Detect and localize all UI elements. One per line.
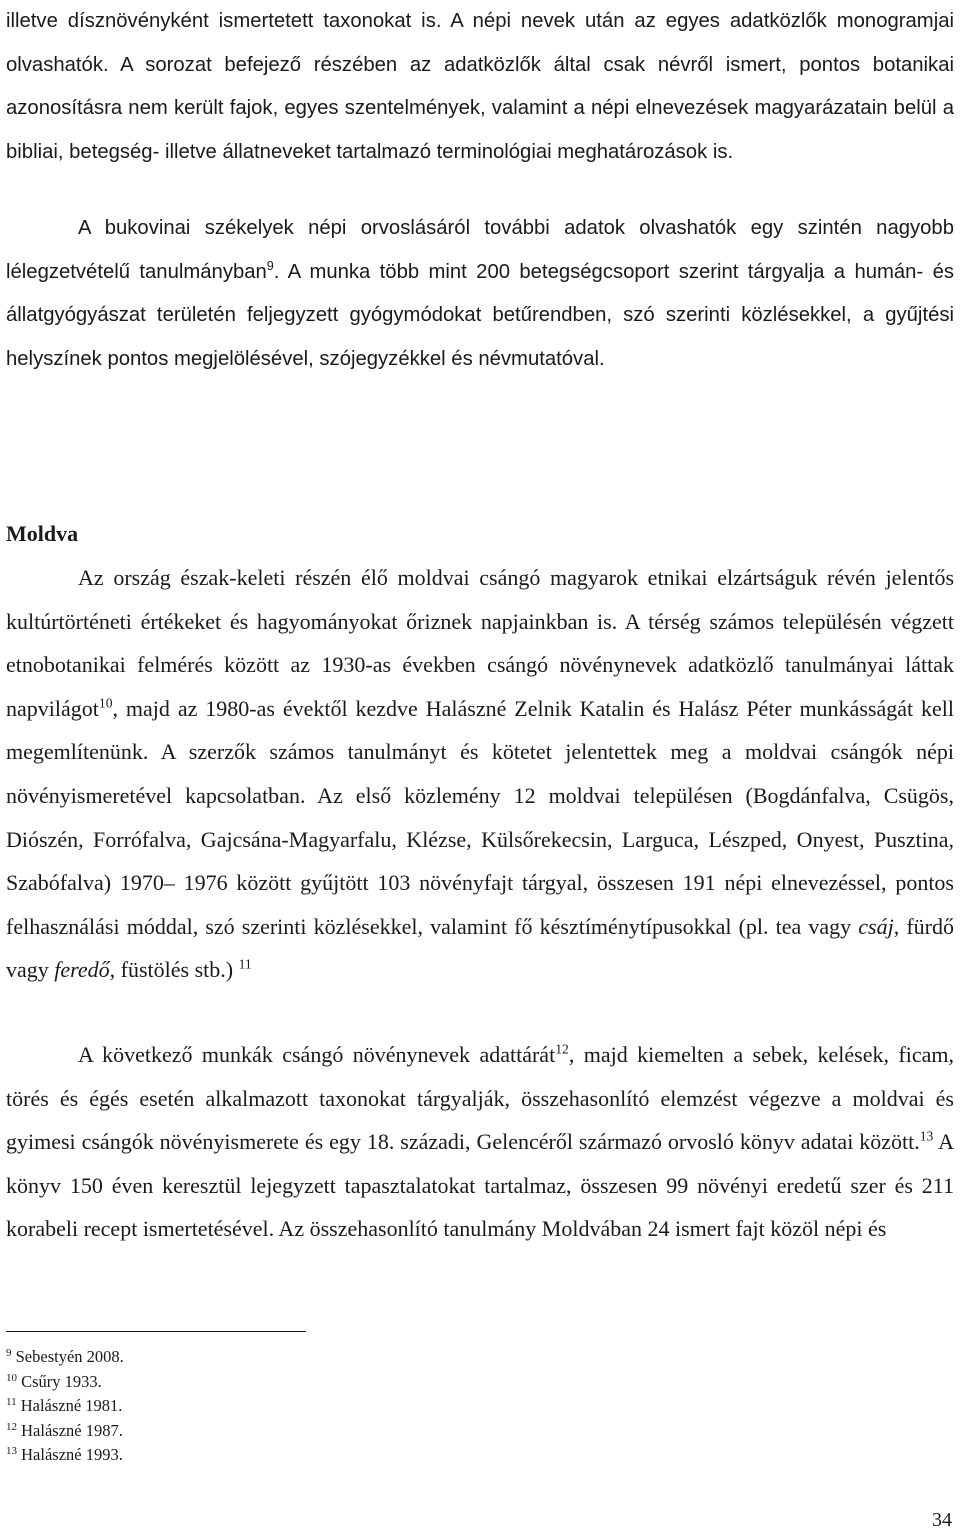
paragraph-4-text-a: A következő munkák csángó növénynevek adattárát bbox=[78, 1042, 556, 1067]
italic-term-csaj: csáj bbox=[858, 913, 894, 939]
section-heading-moldva: Moldva bbox=[6, 521, 79, 546]
footnote-ref-11[interactable]: 11 bbox=[238, 956, 252, 972]
footnote-10 bbox=[6, 1370, 124, 1395]
paragraph-3-text-d: , füstölés stb.) bbox=[109, 957, 234, 983]
paragraph-3-text-c: , fürdő vagy bbox=[6, 913, 954, 983]
footnotes-list bbox=[6, 1345, 124, 1468]
footnote-9 bbox=[6, 1345, 124, 1370]
paragraph-2 bbox=[6, 207, 954, 381]
footnote-separator bbox=[6, 1331, 306, 1332]
footnote-12 bbox=[6, 1419, 124, 1444]
footnote-number: 12 bbox=[6, 1420, 17, 1433]
footnote-13 bbox=[6, 1443, 124, 1468]
paragraph-4-text-b: , majd kiemelten a sebek, kelések, ficam, törés és égés esetén alkalmazott taxonokat tárgyalják, összehasonlító elemzést végezve a moldvai és gyimesi csángók növényismerete és egy 18. századi, Gelencéről származó orvosló könyv adatai között. bbox=[6, 1042, 954, 1155]
footnote-text: Halászné 1981. bbox=[20, 1396, 123, 1416]
paragraph-2-text-a: A bukovinai székelyek népi orvoslásáról további adatok olvashatók egy szintén nagyobb lélegzetvételű tanulmányban bbox=[6, 217, 954, 283]
footnote-ref-9[interactable]: 9 bbox=[266, 258, 274, 273]
paragraph-4-text-c: A könyv 150 éven keresztül lejegyzett tapasztalatokat tartalmaz, összesen 99 növényi eredetű szer és 211 korabeli recept ismertetésével. Az összehasonlító tanulmány Moldvában 24 ismert fajt közöl népi és bbox=[6, 1129, 954, 1242]
paragraph-3-text-b: , majd az 1980-as évektől kezdve Halászné Zelnik Katalin és Halász Péter munkásságát kell megemlítenünk. A szerzők számos tanulmányt és kötetet jelentettek meg a moldvai csángók népi növényismeretével kapcsolatban. Az első közlemény 12 moldvai településen (Bogdánfalva, Csügös, Diószén, Forrófalva, Gajcsána-Magyarfalu, Klézse, Külsőrekecsin, Larguca, Lészped, Onyest, Pusztina, Szabófalva) 1970– 1976 között gyűjtött 103 növényfajt tárgyal, összesen 191 népi elnevezéssel, pontos felhasználási móddal, szó szerinti közlésekkel, valamint fő késztíménytípusokkal (pl. tea vagy bbox=[6, 695, 954, 939]
footnote-text: Halászné 1987. bbox=[21, 1420, 123, 1440]
paragraph-1 bbox=[6, 0, 954, 174]
paragraph-4 bbox=[6, 1033, 954, 1251]
footnote-ref-10[interactable]: 10 bbox=[98, 695, 113, 711]
footnote-text: Sebestyén 2008. bbox=[15, 1347, 124, 1366]
footnote-ref-13[interactable]: 13 bbox=[919, 1128, 934, 1144]
page-number: 34 bbox=[932, 1509, 952, 1531]
paragraph-2-text-b: . A munka több mint 200 betegségcsoport szerint tárgyalja a humán- és állatgyógyászat területén feljegyzett gyógymódokat betűrendben, szó szerinti közlésekkel, a gyűjtési helyszínek pontos megjelölésével, szójegyzékkel és névmutatóval. bbox=[6, 260, 954, 370]
paragraph-3-text-a: Az ország észak-keleti részén élő moldvai csángó magyarok etnikai elzártságuk révén jelentős kultúrtörténeti értékeket és hagyományokat őriznek napjainkban is. A térség számos településén végzett etnobotanikai felmérés között az 1930-as években csángó növénynevek adatközlő tanulmányai láttak napvilágot bbox=[6, 565, 954, 721]
footnote-number: 11 bbox=[6, 1396, 17, 1409]
paragraph-1-text: illetve dísznövényként ismertetett taxonokat is. A népi nevek után az egyes adatközlők monogramjai olvashatók. A sorozat befejező részében az adatközlők által csak névről ismert, pontos botanikai azonosításra nem került fajok, egyes szentelmények, valamint a népi elnevezések magyarázatain belül a bibliai, betegség- illetve állatneveket tartalmazó terminológiai meghatározások is. bbox=[6, 10, 954, 163]
footnote-number: 10 bbox=[6, 1371, 17, 1384]
footnote-text: Csűry 1933. bbox=[21, 1371, 102, 1391]
footnote-ref-12[interactable]: 12 bbox=[555, 1041, 569, 1057]
paragraph-3 bbox=[6, 556, 954, 992]
italic-term-feredo: feredő bbox=[54, 957, 110, 983]
footnote-11 bbox=[6, 1394, 124, 1419]
footnote-text: Halászné 1993. bbox=[21, 1445, 123, 1465]
footnote-number: 9 bbox=[6, 1347, 12, 1359]
footnote-number: 13 bbox=[6, 1445, 17, 1458]
